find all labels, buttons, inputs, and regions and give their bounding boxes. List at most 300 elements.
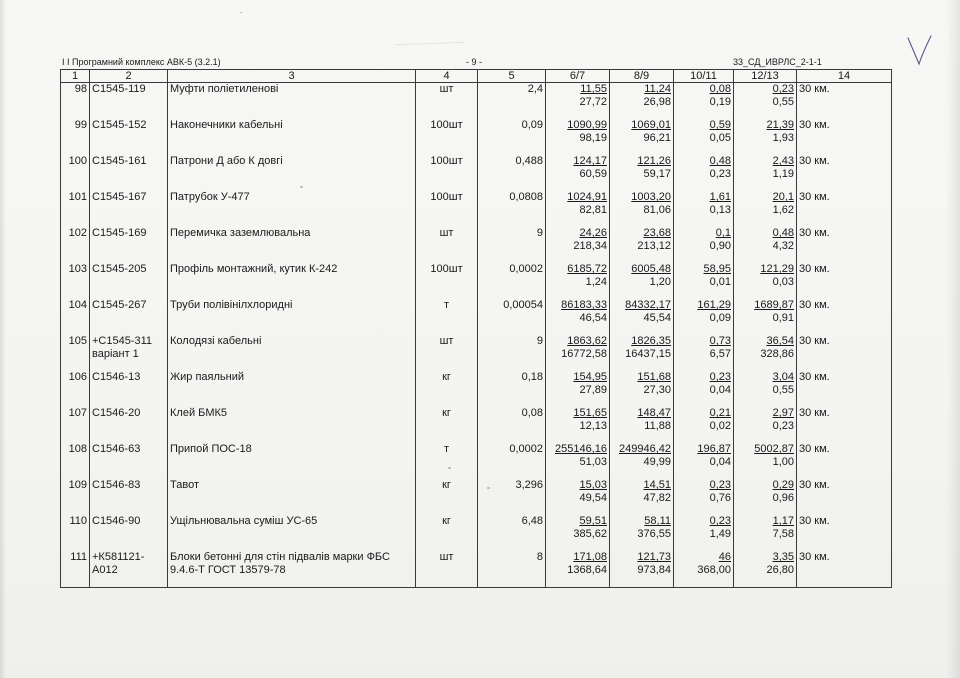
price-10-11-cell [674, 479, 734, 515]
price-12-13-total-value: 0,96 [772, 492, 794, 504]
table-row [61, 407, 892, 443]
scan-speck [448, 467, 451, 469]
resource-name-line: Блоки бетонні для стін підвалів марки ФБС [170, 551, 390, 563]
price-10-11-total-value: 0,09 [709, 312, 731, 324]
resource-code-cell [90, 551, 168, 588]
price-12-13-cell [734, 407, 797, 443]
quantity: 9 [478, 227, 546, 263]
price-12-13-total-value: 1,19 [772, 168, 794, 180]
row-number: 108 [61, 443, 90, 479]
row-number: 101 [61, 191, 90, 227]
table-row [61, 155, 892, 191]
resource-code-line: С1545-152 [92, 119, 147, 131]
price-8-9-total-value: 47,82 [643, 492, 671, 504]
quantity: 0,0002 [478, 443, 546, 479]
price-6-7-cell [546, 443, 610, 479]
price-8-9-total-value: 27,30 [643, 384, 671, 396]
price-12-13-total-value: 0,91 [772, 312, 794, 324]
price-10-11-total-value: 0,01 [709, 276, 731, 288]
column-header: 3 [168, 70, 416, 83]
price-8-9-cell [610, 515, 674, 551]
transport-note: 30 км. [797, 479, 892, 515]
resource-code-cell [90, 407, 168, 443]
price-10-11-cell [674, 515, 734, 551]
resource-name-line: Припой ПОС-18 [170, 443, 252, 455]
column-header: 8/9 [610, 70, 674, 83]
price-6-7-total-value: 1368,64 [567, 564, 607, 576]
handwritten-check-mark [905, 34, 935, 68]
price-8-9-unit-value: 1003,20 [631, 191, 671, 203]
resource-code-line: С1545-161 [92, 155, 147, 167]
table-row [61, 299, 892, 335]
price-6-7-total-value: 27,89 [579, 384, 607, 396]
price-10-11-unit-value: 161,29 [697, 299, 731, 311]
resource-code-cell [90, 335, 168, 371]
price-10-11-cell [674, 443, 734, 479]
resource-name-line: Жир паяльний [170, 371, 245, 383]
price-6-7-unit-value: 59,51 [579, 515, 607, 527]
price-10-11-unit-value: 196,87 [697, 443, 731, 455]
resource-name-cell [168, 299, 416, 335]
price-6-7-total-value: 218,34 [573, 240, 607, 252]
price-8-9-unit-value: 14,51 [643, 479, 671, 491]
price-6-7-unit-value: 154,95 [573, 371, 607, 383]
price-8-9-cell [610, 479, 674, 515]
price-12-13-total-value: 26,80 [766, 564, 794, 576]
row-number: 102 [61, 227, 90, 263]
price-10-11-cell [674, 335, 734, 371]
price-12-13-total-value: 328,86 [760, 348, 794, 360]
row-number: 105 [61, 335, 90, 371]
price-10-11-total-value: 6,57 [709, 348, 731, 360]
resource-name-cell [168, 119, 416, 155]
resource-code-cell [90, 371, 168, 407]
price-6-7-unit-value: 86183,33 [561, 299, 607, 311]
price-12-13-total-value: 1,00 [772, 456, 794, 468]
price-10-11-cell [674, 551, 734, 588]
unit-of-measure: т [416, 299, 478, 335]
price-6-7-cell [546, 551, 610, 588]
price-6-7-total-value: 60,59 [579, 168, 607, 180]
row-number: 98 [61, 83, 90, 120]
page-shadow-left [0, 0, 6, 678]
price-8-9-unit-value: 249946,42 [619, 443, 671, 455]
price-8-9-unit-value: 121,73 [637, 551, 671, 563]
table-row [61, 227, 892, 263]
transport-note: 30 км. [797, 83, 892, 120]
price-10-11-cell [674, 299, 734, 335]
quantity: 0,00054 [478, 299, 546, 335]
resource-name-cell [168, 191, 416, 227]
table-row [61, 551, 892, 588]
price-12-13-cell [734, 371, 797, 407]
price-8-9-total-value: 11,88 [644, 420, 671, 432]
price-10-11-unit-value: 0,21 [709, 407, 731, 419]
unit-of-measure: 100шт [416, 263, 478, 299]
price-8-9-cell [610, 371, 674, 407]
price-12-13-unit-value: 5002,87 [754, 443, 794, 455]
page-shadow-right [946, 0, 960, 678]
price-8-9-total-value: 376,55 [637, 528, 671, 540]
resource-code-cell [90, 479, 168, 515]
transport-note: 30 км. [797, 335, 892, 371]
price-12-13-total-value: 0,55 [772, 96, 794, 108]
price-12-13-unit-value: 0,29 [772, 479, 794, 491]
resource-name-line: Перемичка заземлювальна [170, 227, 311, 239]
transport-note: 30 км. [797, 227, 892, 263]
price-8-9-unit-value: 58,11 [644, 515, 671, 527]
column-header: 5 [478, 70, 546, 83]
price-6-7-cell [546, 227, 610, 263]
price-10-11-cell [674, 155, 734, 191]
row-number: 106 [61, 371, 90, 407]
resource-code-line: +К581121- [92, 551, 145, 563]
price-12-13-cell [734, 263, 797, 299]
price-12-13-total-value: 0,03 [772, 276, 794, 288]
resource-code-line: С1545-267 [92, 299, 147, 311]
price-10-11-unit-value: 0,23 [709, 515, 731, 527]
price-6-7-unit-value: 6185,72 [567, 263, 607, 275]
price-12-13-unit-value: 21,39 [766, 119, 794, 131]
unit-of-measure: кг [416, 371, 478, 407]
table-row [61, 335, 892, 371]
price-8-9-unit-value: 23,68 [643, 227, 671, 239]
transport-note: 30 км. [797, 515, 892, 551]
price-8-9-total-value: 96,21 [643, 132, 671, 144]
price-12-13-cell [734, 119, 797, 155]
price-12-13-cell [734, 515, 797, 551]
transport-note: 30 км. [797, 263, 892, 299]
resource-code-line: варіант 1 [92, 348, 139, 360]
table-row [61, 515, 892, 551]
price-8-9-cell [610, 263, 674, 299]
price-6-7-unit-value: 1090,99 [567, 119, 607, 131]
price-8-9-cell [610, 119, 674, 155]
price-12-13-total-value: 0,55 [772, 384, 794, 396]
price-12-13-total-value: 7,58 [772, 528, 794, 540]
faint-stamp-mark [395, 32, 465, 45]
price-8-9-cell [610, 407, 674, 443]
price-8-9-cell [610, 191, 674, 227]
table-row [61, 443, 892, 479]
price-6-7-unit-value: 1863,62 [567, 335, 607, 347]
price-6-7-cell [546, 335, 610, 371]
price-6-7-cell [546, 299, 610, 335]
price-8-9-cell [610, 335, 674, 371]
row-number: 110 [61, 515, 90, 551]
resource-code-line: +С1545-311 [92, 335, 153, 347]
resource-name-cell [168, 227, 416, 263]
resource-name-line: Тавот [170, 479, 199, 491]
price-10-11-cell [674, 263, 734, 299]
resource-name-line: Ущільнювальна суміш УС-65 [170, 515, 318, 527]
price-10-11-unit-value: 0,59 [709, 119, 731, 131]
price-12-13-unit-value: 121,29 [760, 263, 794, 275]
table-header-row [61, 70, 892, 83]
unit-of-measure: кг [416, 479, 478, 515]
resource-name-cell [168, 371, 416, 407]
price-8-9-total-value: 45,54 [643, 312, 671, 324]
transport-note: 30 км. [797, 155, 892, 191]
resource-code-line: А012 [92, 564, 118, 576]
price-6-7-cell [546, 83, 610, 120]
price-8-9-unit-value: 6005,48 [631, 263, 671, 275]
resource-name-cell [168, 407, 416, 443]
price-6-7-cell [546, 371, 610, 407]
price-6-7-cell [546, 191, 610, 227]
price-8-9-total-value: 1,20 [649, 276, 671, 288]
price-6-7-total-value: 98,19 [579, 132, 607, 144]
quantity: 0,0808 [478, 191, 546, 227]
price-12-13-cell [734, 551, 797, 588]
price-10-11-unit-value: 0,08 [709, 83, 731, 95]
resource-name-cell [168, 443, 416, 479]
quantity: 8 [478, 551, 546, 588]
price-10-11-total-value: 0,04 [709, 456, 731, 468]
price-12-13-cell [734, 479, 797, 515]
price-8-9-unit-value: 1069,01 [631, 119, 671, 131]
resource-name-line: Труби полівінілхлоридні [170, 299, 293, 311]
price-6-7-cell [546, 407, 610, 443]
resource-name-line: Наконечники кабельні [170, 119, 283, 131]
unit-of-measure: шт [416, 551, 478, 588]
price-10-11-total-value: 0,76 [709, 492, 731, 504]
price-8-9-unit-value: 148,47 [637, 407, 671, 419]
price-12-13-unit-value: 20,1 [772, 191, 794, 203]
resource-name-line: Колодязі кабельні [170, 335, 262, 347]
price-12-13-unit-value: 0,23 [772, 83, 794, 95]
price-12-13-unit-value: 3,04 [772, 371, 794, 383]
price-12-13-total-value: 1,62 [772, 204, 794, 216]
price-8-9-cell [610, 551, 674, 588]
price-10-11-unit-value: 0,73 [709, 335, 731, 347]
transport-note: 30 км. [797, 119, 892, 155]
price-6-7-unit-value: 11,55 [580, 83, 607, 95]
price-6-7-unit-value: 171,08 [573, 551, 607, 563]
row-number: 103 [61, 263, 90, 299]
price-12-13-unit-value: 1689,87 [754, 299, 794, 311]
resource-code-cell [90, 443, 168, 479]
price-12-13-cell [734, 83, 797, 120]
price-6-7-total-value: 46,54 [579, 312, 607, 324]
column-header: 6/7 [546, 70, 610, 83]
resource-code-line: С1546-13 [92, 371, 141, 383]
resource-code-cell [90, 155, 168, 191]
resource-name-line: Муфти поліетиленові [170, 83, 279, 95]
resource-code-cell [90, 191, 168, 227]
quantity: 9 [478, 335, 546, 371]
price-6-7-total-value: 27,72 [579, 96, 607, 108]
price-10-11-total-value: 0,19 [709, 96, 731, 108]
unit-of-measure: т [416, 443, 478, 479]
price-6-7-total-value: 82,81 [579, 204, 607, 216]
resource-name-line: Профіль монтажний, кутик К-242 [170, 263, 338, 275]
price-6-7-total-value: 385,62 [573, 528, 607, 540]
quantity: 0,09 [478, 119, 546, 155]
price-10-11-unit-value: 1,61 [709, 191, 731, 203]
unit-of-measure: шт [416, 83, 478, 120]
price-10-11-unit-value: 46 [718, 551, 731, 563]
unit-of-measure: кг [416, 407, 478, 443]
resource-name-cell [168, 263, 416, 299]
resource-code-cell [90, 263, 168, 299]
price-8-9-total-value: 81,06 [643, 204, 671, 216]
column-header: 14 [797, 70, 892, 83]
transport-note: 30 км. [797, 443, 892, 479]
resource-code-line: С1546-83 [92, 479, 141, 491]
transport-note: 30 км. [797, 551, 892, 588]
price-10-11-total-value: 0,23 [709, 168, 731, 180]
price-8-9-total-value: 213,12 [637, 240, 671, 252]
resource-table [60, 69, 892, 588]
price-12-13-total-value: 1,93 [772, 132, 794, 144]
price-10-11-total-value: 0,04 [709, 384, 731, 396]
column-header: 4 [416, 70, 478, 83]
price-6-7-cell [546, 515, 610, 551]
price-10-11-unit-value: 0,1 [715, 227, 731, 239]
price-12-13-unit-value: 2,97 [772, 407, 794, 419]
price-6-7-cell [546, 155, 610, 191]
price-10-11-cell [674, 119, 734, 155]
price-12-13-cell [734, 443, 797, 479]
quantity: 0,0002 [478, 263, 546, 299]
price-8-9-cell [610, 443, 674, 479]
quantity: 3,296 [478, 479, 546, 515]
header-page-number: - 9 - [466, 57, 483, 67]
resource-name-cell [168, 83, 416, 120]
resource-name-line: Патрубок У-477 [170, 191, 250, 203]
transport-note: 30 км. [797, 299, 892, 335]
price-12-13-unit-value: 36,54 [766, 335, 794, 347]
price-8-9-unit-value: 11,24 [644, 83, 671, 95]
price-12-13-cell [734, 191, 797, 227]
price-8-9-cell [610, 83, 674, 120]
price-6-7-unit-value: 1024,91 [567, 191, 607, 203]
column-header: 2 [90, 70, 168, 83]
quantity: 2,4 [478, 83, 546, 120]
column-header: 10/11 [674, 70, 734, 83]
resource-name-line: Клей БМК5 [170, 407, 228, 419]
resource-code-line: С1546-90 [92, 515, 141, 527]
table-row [61, 479, 892, 515]
price-12-13-cell [734, 155, 797, 191]
price-12-13-unit-value: 0,48 [772, 227, 794, 239]
price-8-9-unit-value: 121,26 [637, 155, 671, 167]
price-10-11-cell [674, 191, 734, 227]
scan-speck [300, 186, 303, 188]
price-8-9-total-value: 49,99 [643, 456, 671, 468]
row-number: 104 [61, 299, 90, 335]
quantity: 0,08 [478, 407, 546, 443]
price-6-7-total-value: 16772,58 [561, 348, 607, 360]
price-12-13-unit-value: 1,17 [772, 515, 794, 527]
price-10-11-total-value: 0,05 [709, 132, 731, 144]
table-row [61, 83, 892, 120]
resource-code-line: С1545-167 [92, 191, 147, 203]
resource-code-line: С1545-205 [92, 263, 147, 275]
price-8-9-unit-value: 1826,35 [631, 335, 671, 347]
table-row [61, 263, 892, 299]
table-row [61, 191, 892, 227]
price-10-11-cell [674, 407, 734, 443]
price-8-9-unit-value: 84332,17 [625, 299, 671, 311]
price-12-13-unit-value: 2,43 [772, 155, 794, 167]
unit-of-measure: шт [416, 227, 478, 263]
price-6-7-unit-value: 151,65 [573, 407, 607, 419]
scan-speck: . [240, 6, 243, 15]
price-10-11-unit-value: 0,48 [709, 155, 731, 167]
resource-name-cell [168, 335, 416, 371]
header-program-name: І І Програмний комплекс АВК-5 (3.2.1) [62, 57, 221, 67]
price-10-11-unit-value: 0,23 [709, 371, 731, 383]
price-12-13-cell [734, 299, 797, 335]
resource-name-cell [168, 479, 416, 515]
resource-name-cell [168, 155, 416, 191]
price-6-7-unit-value: 24,26 [579, 227, 607, 239]
scan-speck [487, 487, 490, 489]
row-number: 99 [61, 119, 90, 155]
quantity: 0,488 [478, 155, 546, 191]
quantity: 0,18 [478, 371, 546, 407]
price-6-7-total-value: 12,13 [579, 420, 607, 432]
row-number: 107 [61, 407, 90, 443]
resource-name-line: 9.4.6-Т ГОСТ 13579-78 [170, 564, 286, 576]
quantity: 6,48 [478, 515, 546, 551]
resource-code-line: С1546-63 [92, 443, 141, 455]
column-header: 12/13 [734, 70, 797, 83]
price-8-9-unit-value: 151,68 [637, 371, 671, 383]
price-6-7-unit-value: 124,17 [573, 155, 607, 167]
table-row [61, 371, 892, 407]
price-10-11-total-value: 0,02 [709, 420, 731, 432]
unit-of-measure: 100шт [416, 119, 478, 155]
unit-of-measure: 100шт [416, 191, 478, 227]
price-10-11-cell [674, 371, 734, 407]
unit-of-measure: кг [416, 515, 478, 551]
price-6-7-total-value: 51,03 [579, 456, 607, 468]
resource-code-cell [90, 227, 168, 263]
resource-name-cell [168, 515, 416, 551]
price-10-11-total-value: 1,49 [709, 528, 731, 540]
price-6-7-total-value: 49,54 [579, 492, 607, 504]
price-6-7-unit-value: 255146,16 [555, 443, 607, 455]
price-12-13-cell [734, 335, 797, 371]
resource-code-cell [90, 515, 168, 551]
price-8-9-total-value: 973,84 [637, 564, 671, 576]
price-12-13-cell [734, 227, 797, 263]
price-12-13-unit-value: 3,35 [772, 551, 794, 563]
row-number: 109 [61, 479, 90, 515]
transport-note: 30 км. [797, 191, 892, 227]
row-number: 100 [61, 155, 90, 191]
price-10-11-cell [674, 83, 734, 120]
row-number: 111 [61, 551, 90, 588]
price-10-11-total-value: 0,13 [709, 204, 731, 216]
resource-code-cell [90, 299, 168, 335]
price-6-7-unit-value: 15,03 [579, 479, 607, 491]
column-header: 1 [61, 70, 90, 83]
price-8-9-cell [610, 299, 674, 335]
resource-code-line: С1545-119 [92, 83, 146, 95]
price-8-9-total-value: 59,17 [643, 168, 671, 180]
resource-name-line: Патрони Д або К довгі [170, 155, 283, 167]
price-10-11-unit-value: 58,95 [703, 263, 731, 275]
price-10-11-total-value: 368,00 [697, 564, 731, 576]
price-8-9-total-value: 26,98 [643, 96, 671, 108]
unit-of-measure: 100шт [416, 155, 478, 191]
price-6-7-cell [546, 119, 610, 155]
resource-name-cell [168, 551, 416, 588]
